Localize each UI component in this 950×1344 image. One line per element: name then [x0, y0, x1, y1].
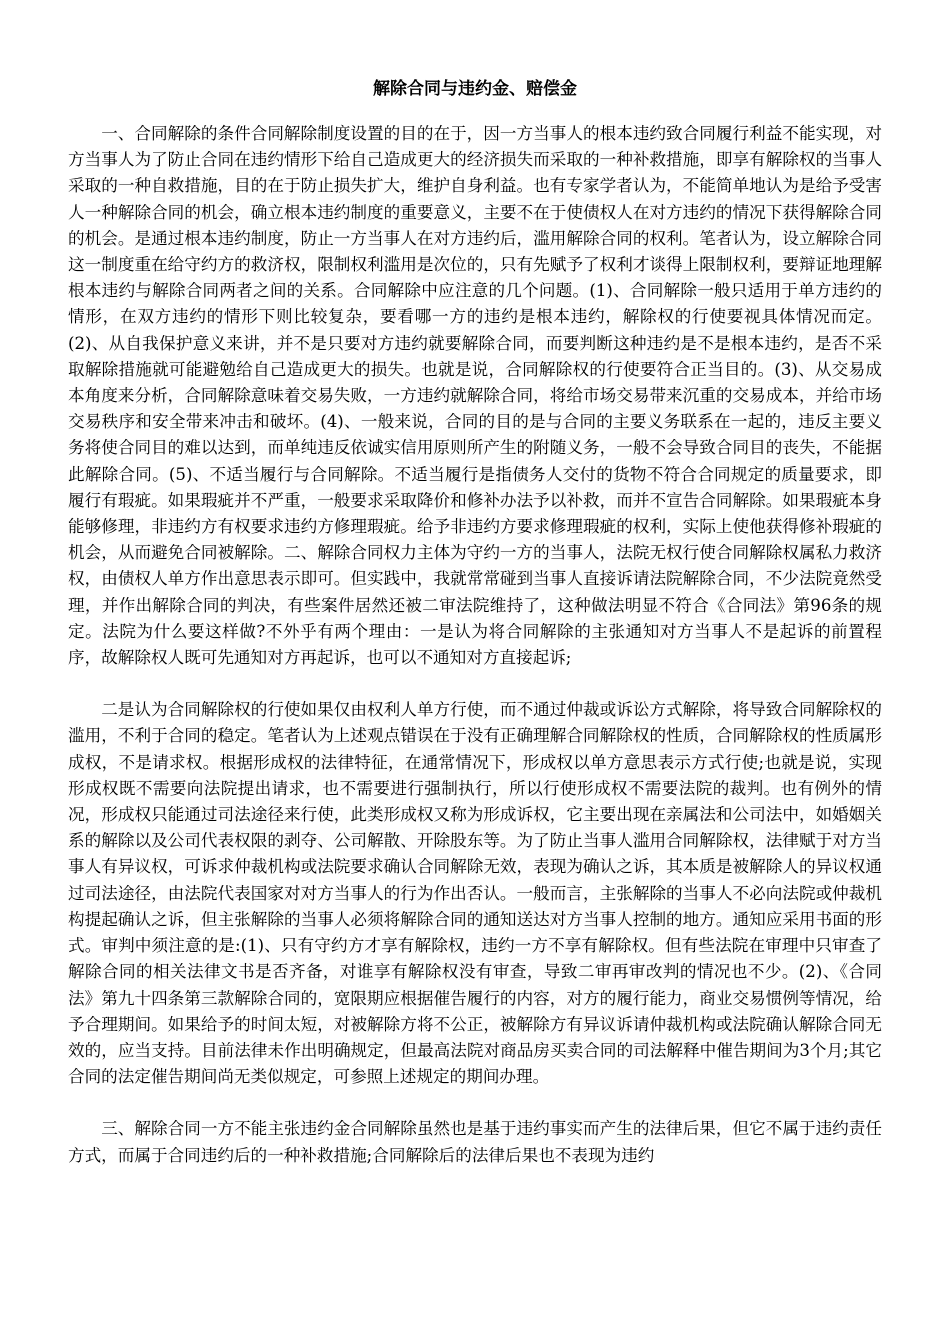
paragraph-2: 二是认为合同解除权的行使如果仅由权利人单方行使，而不通过仲裁或诉讼方式解除，将导致合同解除权的滥用，不利于合同的稳定。笔者认为上述观点错误在于没有正确理解合同解除权的性质，合同解除权的性质属形成权，不是请求权。根据形成权的法律特征，在通常情况下，形成权以单方意思表示方式行使;也就是说，实现形成权既不需要向法院提出请求，也不需要进行强制执行，所以行使形成权不需要法院的裁判。也有例外的情况，形成权只能通过司法途径来行使，此类形成权又称为形成诉权，它主要出现在亲属法和公司法中，如婚姻关系的解除以及公司代表权限的剥夺、公司解散、开除股东等。为了防止当事人滥用合同解除权，法律赋于对方当事人有异议权，可诉求仲裁机构或法院要求确认合同解除无效，表现为确认之诉，其本质是被解除人的异议权通过司法途径，由法院代表国家对对方当事人的行为作出否认。一般而言，主张解除的当事人不必向法院或仲裁机构提起确认之诉，但主张解除的当事人必须将解除合同的通知送达对方当事人控制的地方。通知应采用书面的形式。审判中须注意的是:(1)、只有守约方才享有解除权，违约一方不享有解除权。但有些法院在审理中只审查了解除合同的相关法律文书是否齐备，对谁享有解除权没有审查，导致二审再审改判的情况也不少。(2)、《合同法》第九十四条第三款解除合同的，宽限期应根据催告履行的内容，对方的履行能力，商业交易惯例等情况，给予合理期间。如果给予的时间太短，对被解除方将不公正，被解除方有异议诉请仲裁机构或法院确认解除合同无效的，应当支持。目前法律未作出明确规定，但最高法院对商品房买卖合同的司法解释中催告期间为3个月;其它合同的法定催告期间尚无类似规定，可参照上述规定的期间办理。	[68, 700, 882, 1087]
document-page	[68, 76, 882, 1195]
document-title: 解除合同与违约金、赔偿金	[373, 79, 577, 99]
paragraph-3: 三、解除合同一方不能主张违约金合同解除虽然也是基于违约事实而产生的法律后果，但它不属于违约责任方式，而属于合同违约后的一种补救措施;合同解除后的法律后果也不表现为违约	[68, 1119, 882, 1165]
paragraph-1: 一、合同解除的条件合同解除制度设置的目的在于，因一方当事人的根本违约致合同履行利益不能实现，对方当事人为了防止合同在违约情形下给自己造成更大的经济损失而采取的一种补救措施，即享有解除权的当事人采取的一种自救措施，目的在于防止损失扩大，维护自身利益。也有专家学者认为，不能简单地认为是给予受害人一种解除合同的机会，确立根本违约制度的重要意义，主要不在于使债权人在对方违约的情况下获得解除合同的机会。是通过根本违约制度，防止一方当事人在对方违约后，滥用解除合同的权利。笔者认为，设立解除合同这一制度重在给守约方的救济权，限制权利滥用是次位的，只有先赋予了权利才谈得上限制权利，要辩证地理解根本违约与解除合同两者之间的关系。合同解除中应注意的几个问题。(1)、合同解除一般只适用于单方违约的情形，在双方违约的情形下则比较复杂，要看哪一方的违约是根本违约，解除权的行使要视具体情况而定。(2)、从自我保护意义来讲，并不是只要对方违约就要解除合同，而要判断这种违约是不是根本违约，是否不采取解除措施就可能避勉给自己造成更大的损失。也就是说，合同解除权的行使要符合正当目的。(3)、从交易成本角度来分析，合同解除意味着交易失败，一方违约就解除合同，将给市场交易带来沉重的交易成本，并给市场交易秩序和安全带来冲击和破坏。(4)、一般来说，合同的目的是与合同的主要义务联系在一起的，违反主要义务将使合同目的难以达到，而单纯违反依诚实信用原则所产生的附随义务，一般不会导致合同目的丧失，不能据此解除合同。(5)、不适当履行与合同解除。不适当履行是指债务人交付的货物不符合合同规定的质量要求，即履行有瑕疵。如果瑕疵并不严重，一般要求采取降价和修补办法予以补救，而并不宣告合同解除。如果瑕疵本身能够修理，非违约方有权要求违约方修理瑕疵。给予非违约方要求修理瑕疵的权利，实际上使他获得修补瑕疵的机会，从而避免合同被解除。二、解除合同权力主体为守约一方的当事人，法院无权行使合同解除权属私力救济权，由债权人单方作出意思表示即可。但实践中，我就常常碰到当事人直接诉请法院解除合同，不少法院竟然受理，并作出解除合同的判决，有些案件居然还被二审法院维持了，这种做法明显不符合《合同法》第96条的规定。法院为什么要这样做?不外乎有两个理由：一是认为将合同解除的主张通知对方当事人不是起诉的前置程序，故解除权人既可先通知对方再起诉，也可以不通知对方直接起诉;	[68, 124, 882, 668]
